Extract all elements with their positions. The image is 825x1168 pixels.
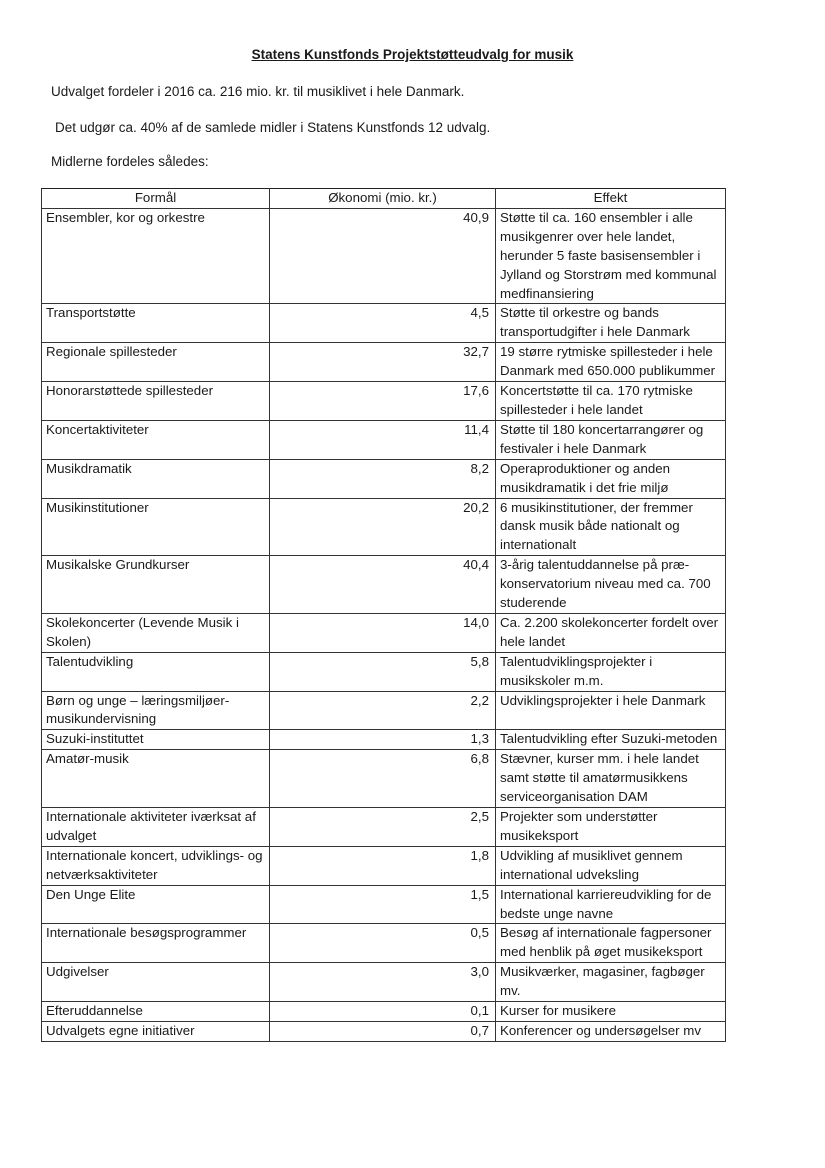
cell-formaal: Amatør-musik <box>42 750 270 808</box>
cell-formaal: Honorarstøttede spillesteder <box>42 382 270 421</box>
cell-oekonomi: 40,9 <box>270 208 496 304</box>
cell-effekt: International karriereudvikling for de bedste unge navne <box>496 885 726 924</box>
header-formaal: Formål <box>42 189 270 209</box>
cell-effekt: Besøg af internationale fagpersoner med henblik på øget musikeksport <box>496 924 726 963</box>
cell-effekt: 3-årig talentuddannelse på præ-konservatorium niveau med ca. 700 studerende <box>496 556 726 614</box>
cell-oekonomi: 40,4 <box>270 556 496 614</box>
table-row <box>42 304 726 343</box>
cell-effekt: Støtte til orkestre og bands transportudgifter i hele Danmark <box>496 304 726 343</box>
cell-oekonomi: 1,3 <box>270 730 496 750</box>
cell-effekt: Kurser for musikere <box>496 1002 726 1022</box>
cell-effekt: Koncertstøtte til ca. 170 rytmiske spillesteder i hele landet <box>496 382 726 421</box>
table-row <box>42 1002 726 1022</box>
cell-formaal: Internationale besøgsprogrammer <box>42 924 270 963</box>
cell-formaal: Suzuki-instituttet <box>42 730 270 750</box>
intro-paragraph: Udvalget fordeler i 2016 ca. 216 mio. kr. til musiklivet i hele Danmark. <box>51 84 465 99</box>
cell-formaal: Internationale koncert, udviklings- og netværksaktiviteter <box>42 846 270 885</box>
table-row <box>42 1021 726 1041</box>
cell-formaal: Transportstøtte <box>42 304 270 343</box>
cell-oekonomi: 1,8 <box>270 846 496 885</box>
cell-formaal: Musikalske Grundkurser <box>42 556 270 614</box>
header-effekt: Effekt <box>496 189 726 209</box>
cell-effekt: Talentudvikling efter Suzuki-metoden <box>496 730 726 750</box>
cell-oekonomi: 0,7 <box>270 1021 496 1041</box>
table-row <box>42 730 726 750</box>
cell-effekt: Stævner, kurser mm. i hele landet samt støtte til amatørmusikkens serviceorganisation DAM <box>496 750 726 808</box>
cell-effekt: Operaproduktioner og anden musikdramatik i det frie miljø <box>496 459 726 498</box>
cell-formaal: Efteruddannelse <box>42 1002 270 1022</box>
table-row <box>42 556 726 614</box>
table-row <box>42 420 726 459</box>
cell-effekt: 19 større rytmiske spillesteder i hele Danmark med 650.000 publikummer <box>496 343 726 382</box>
cell-formaal: Koncertaktiviteter <box>42 420 270 459</box>
document-title: Statens Kunstfonds Projektstøtteudvalg for musik <box>251 47 574 62</box>
table-row <box>42 652 726 691</box>
cell-oekonomi: 5,8 <box>270 652 496 691</box>
cell-effekt: Ca. 2.200 skolekoncerter fordelt over hele landet <box>496 613 726 652</box>
cell-oekonomi: 4,5 <box>270 304 496 343</box>
table-row <box>42 963 726 1002</box>
budget-table <box>41 188 726 1042</box>
cell-formaal: Internationale aktiviteter iværksat af udvalget <box>42 808 270 847</box>
table-row <box>42 613 726 652</box>
table-row <box>42 691 726 730</box>
table-row <box>42 208 726 304</box>
cell-effekt: Støtte til 180 koncertarrangører og festivaler i hele Danmark <box>496 420 726 459</box>
cell-oekonomi: 2,2 <box>270 691 496 730</box>
cell-effekt: Projekter som understøtter musikeksport <box>496 808 726 847</box>
cell-formaal: Udgivelser <box>42 963 270 1002</box>
cell-oekonomi: 1,5 <box>270 885 496 924</box>
cell-oekonomi: 6,8 <box>270 750 496 808</box>
cell-formaal: Udvalgets egne initiativer <box>42 1021 270 1041</box>
cell-oekonomi: 32,7 <box>270 343 496 382</box>
cell-oekonomi: 20,2 <box>270 498 496 556</box>
header-oekonomi: Økonomi (mio. kr.) <box>270 189 496 209</box>
cell-oekonomi: 0,1 <box>270 1002 496 1022</box>
table-row <box>42 343 726 382</box>
table-row <box>42 846 726 885</box>
table-row <box>42 750 726 808</box>
table-row <box>42 498 726 556</box>
table-row <box>42 382 726 421</box>
distribution-paragraph: Midlerne fordeles således: <box>51 154 209 169</box>
cell-effekt: Støtte til ca. 160 ensembler i alle musikgenrer over hele landet, herunder 5 faste basisensembler i Jylland og Storstrøm med kommunal medfinansiering <box>496 208 726 304</box>
cell-oekonomi: 11,4 <box>270 420 496 459</box>
cell-oekonomi: 8,2 <box>270 459 496 498</box>
table-row <box>42 924 726 963</box>
cell-oekonomi: 17,6 <box>270 382 496 421</box>
cell-formaal: Musikinstitutioner <box>42 498 270 556</box>
cell-effekt: Musikværker, magasiner, fagbøger mv. <box>496 963 726 1002</box>
cell-oekonomi: 2,5 <box>270 808 496 847</box>
cell-formaal: Ensembler, kor og orkestre <box>42 208 270 304</box>
cell-effekt: Konferencer og undersøgelser mv <box>496 1021 726 1041</box>
cell-formaal: Skolekoncerter (Levende Musik i Skolen) <box>42 613 270 652</box>
cell-formaal: Musikdramatik <box>42 459 270 498</box>
cell-formaal: Den Unge Elite <box>42 885 270 924</box>
cell-oekonomi: 14,0 <box>270 613 496 652</box>
cell-effekt: 6 musikinstitutioner, der fremmer dansk musik både nationalt og internationalt <box>496 498 726 556</box>
table-row <box>42 808 726 847</box>
cell-effekt: Udviklingsprojekter i hele Danmark <box>496 691 726 730</box>
table-header-row <box>42 189 726 209</box>
cell-oekonomi: 3,0 <box>270 963 496 1002</box>
cell-formaal: Talentudvikling <box>42 652 270 691</box>
cell-formaal: Børn og unge – læringsmiljøer-musikundervisning <box>42 691 270 730</box>
cell-oekonomi: 0,5 <box>270 924 496 963</box>
table-row <box>42 459 726 498</box>
table-row <box>42 885 726 924</box>
share-paragraph: Det udgør ca. 40% af de samlede midler i Statens Kunstfonds 12 udvalg. <box>55 120 491 135</box>
cell-formaal: Regionale spillesteder <box>42 343 270 382</box>
cell-effekt: Udvikling af musiklivet gennem international udveksling <box>496 846 726 885</box>
cell-effekt: Talentudviklingsprojekter i musikskoler m.m. <box>496 652 726 691</box>
